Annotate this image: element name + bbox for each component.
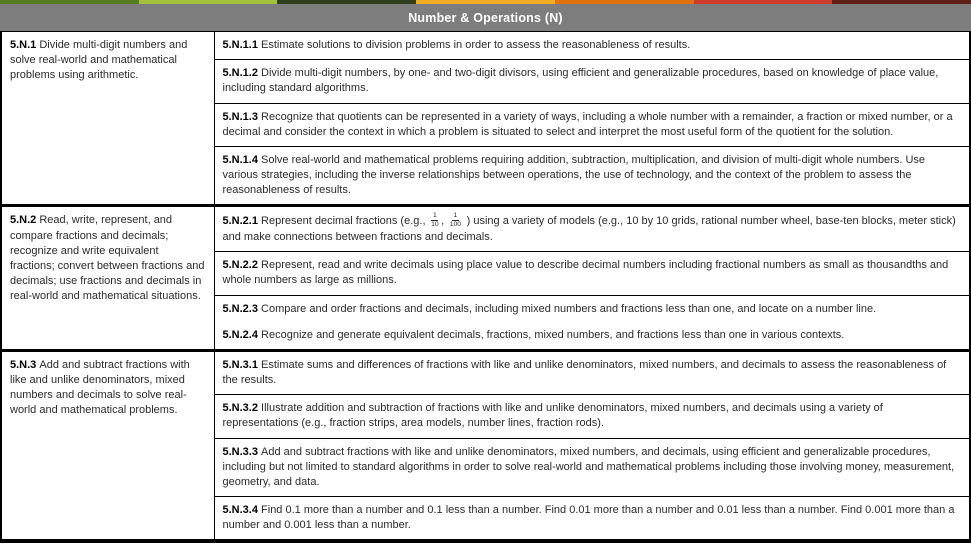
- substandard-5.N.2.3-code: 5.N.2.3: [222, 302, 262, 315]
- section-header-bar: [0, 4, 971, 31]
- substandard-5.N.2.2-text: 5.N.2.2 Represent, read and write decimals using place value to describe decimal numbers including fractional numbers as small as thousandths and whole numbers as large as millions.: [222, 259, 949, 287]
- substandard-5.N.3.1-text: 5.N.3.1 Estimate sums and differences of fractions with like and unlike denominators, mixed numbers, and decimals to assess the reasonableness of the results.: [222, 358, 947, 387]
- substandard-5.N.1.3-code: 5.N.1.3: [222, 110, 262, 123]
- color-strip-segment-6: [694, 0, 833, 4]
- substandard-5.N.3.2-code: 5.N.3.2: [222, 402, 262, 415]
- substandard-cell-5.N.3.1: [214, 350, 970, 394]
- color-strip-segment-3: [277, 0, 416, 4]
- standard-5.N.1-code: 5.N.1: [10, 39, 40, 51]
- section-header-title: Number & Operations (N): [408, 10, 563, 25]
- substandard-5.N.2.4-code: 5.N.2.4: [222, 328, 262, 341]
- substandard-5.N.3.2-text: 5.N.3.2 Illustrate addition and subtraction of fractions with like and unlike denominators, mixed numbers, and decimals using a variety of representations (e.g., fraction strips, area models, number lines, fraction rods).: [222, 402, 883, 430]
- substandard-5.N.1.1-code: 5.N.1.1: [222, 39, 262, 51]
- substandard-5.N.3.4-text: 5.N.3.4 Find 0.1 more than a number and 0.1 less than a number. Find 0.01 more than a number and 0.01 less than a number. Find 0.001 more than a number and 0.001 less than a number.: [222, 504, 955, 532]
- standard-cell-5.N.3: [1, 350, 214, 541]
- table-row: [1, 350, 970, 394]
- substandard-5.N.1.2-text: 5.N.1.2 Divide multi-digit numbers, by one- and two-digit divisors, using efficient and generalizable procedures, based on knowledge of place value, including standard algorithms.: [222, 67, 939, 95]
- substandard-5.N.2.3-text: 5.N.2.3 Compare and order fractions and decimals, including mixed numbers and fractions less than one, and locate on a number line.: [222, 302, 877, 315]
- standard-5.N.1-text: 5.N.1 Divide multi-digit numbers and solve real-world and mathematical problems using arithmetic.: [10, 39, 188, 82]
- color-strip-segment-1: [0, 0, 139, 4]
- substandard-cell-5.N.2.3: [214, 295, 970, 350]
- substandard-5.N.2.1-code: 5.N.2.1: [222, 215, 262, 228]
- standard-5.N.3-text: 5.N.3 Add and subtract fractions with like and unlike denominators, mixed numbers and decimals to solve real-world and mathematical problems.: [10, 358, 190, 417]
- substandard-5.N.1.2-code: 5.N.1.2: [222, 67, 262, 80]
- substandard-cell-5.N.3.3: [214, 438, 970, 497]
- substandard-cell-5.N.1.1: [214, 32, 970, 60]
- substandard-5.N.1.3-text: 5.N.1.3 Recognize that quotients can be represented in a variety of ways, including a whole number with a remainder, a fraction or mixed number, or a decimal and consider the context in which a problem is situated to select and interpret the most useful form of the quotient for the solution.: [222, 110, 953, 138]
- color-strip-segment-2: [139, 0, 278, 4]
- standards-table: [0, 31, 971, 543]
- standard-5.N.3-code: 5.N.3: [10, 358, 40, 371]
- substandard-5.N.2.1-text: 5.N.2.1 Represent decimal fractions (e.g., $\frac{1}{10}$ , $\frac{1}{100}$ ) using a variety of models (e.g., 10 by 10 grids, rational number wheel, base-ten blocks, meter stick) and make connections between fractions and decimals.: [222, 212, 956, 243]
- standard-cell-5.N.1: [1, 32, 214, 206]
- substandard-cell-5.N.2.1: [214, 206, 970, 252]
- color-strip-segment-4: [416, 0, 555, 4]
- color-strip-segment-7: [832, 0, 971, 4]
- table-row: [1, 32, 970, 60]
- substandard-cell-5.N.3.4: [214, 497, 970, 542]
- standard-5.N.2-code: 5.N.2: [10, 214, 40, 227]
- substandard-5.N.3.3-text: 5.N.3.3 Add and subtract fractions with like and unlike denominators, mixed numbers, and decimals, using efficient and generalizable procedures, including but not limited to standard algorithms in order to solve real-world and mathematical problems including those involving money, measurement, geometry, and data.: [222, 445, 955, 488]
- standard-cell-5.N.2: [1, 206, 214, 350]
- substandard-cell-5.N.2.2: [214, 252, 970, 295]
- substandard-cell-5.N.3.2: [214, 395, 970, 438]
- color-strip: [0, 0, 971, 4]
- table-row: [1, 206, 970, 252]
- substandard-5.N.2.2-code: 5.N.2.2: [222, 259, 262, 272]
- substandard-5.N.3.1-code: 5.N.3.1: [222, 358, 262, 371]
- color-strip-segment-5: [555, 0, 694, 4]
- substandard-5.N.3.4-code: 5.N.3.4: [222, 504, 262, 517]
- standards-table-body: [1, 32, 970, 542]
- fraction: $\frac{1}{100}$: [449, 212, 462, 229]
- substandard-cell-5.N.1.3: [214, 103, 970, 146]
- standard-5.N.2-text: 5.N.2 Read, write, represent, and compare fractions and decimals; recognize and write equivalent fractions; convert between fractions and decimals; use fractions and decimals in real-world and mathematical situations.: [10, 214, 205, 303]
- substandard-cell-5.N.1.4: [214, 146, 970, 206]
- substandard-5.N.2.4-text: 5.N.2.4 Recognize and generate equivalent decimals, fractions, mixed numbers, and fractions less than one in various contexts.: [222, 328, 845, 341]
- substandard-cell-5.N.1.2: [214, 60, 970, 103]
- substandard-5.N.1.1-text: 5.N.1.1 Estimate solutions to division problems in order to assess the reasonableness of results.: [222, 39, 691, 51]
- fraction: $\frac{1}{10}$: [431, 212, 439, 229]
- substandard-5.N.1.4-text: 5.N.1.4 Solve real-world and mathematical problems requiring addition, subtraction, multiplication, and division of multi-digit whole numbers. Use various strategies, including the inverse relationships between operations, the use of technology, and the context of the problem to assess the reasonableness of results.: [222, 153, 926, 197]
- substandard-5.N.1.4-code: 5.N.1.4: [222, 153, 262, 166]
- substandard-5.N.3.3-code: 5.N.3.3: [222, 445, 262, 458]
